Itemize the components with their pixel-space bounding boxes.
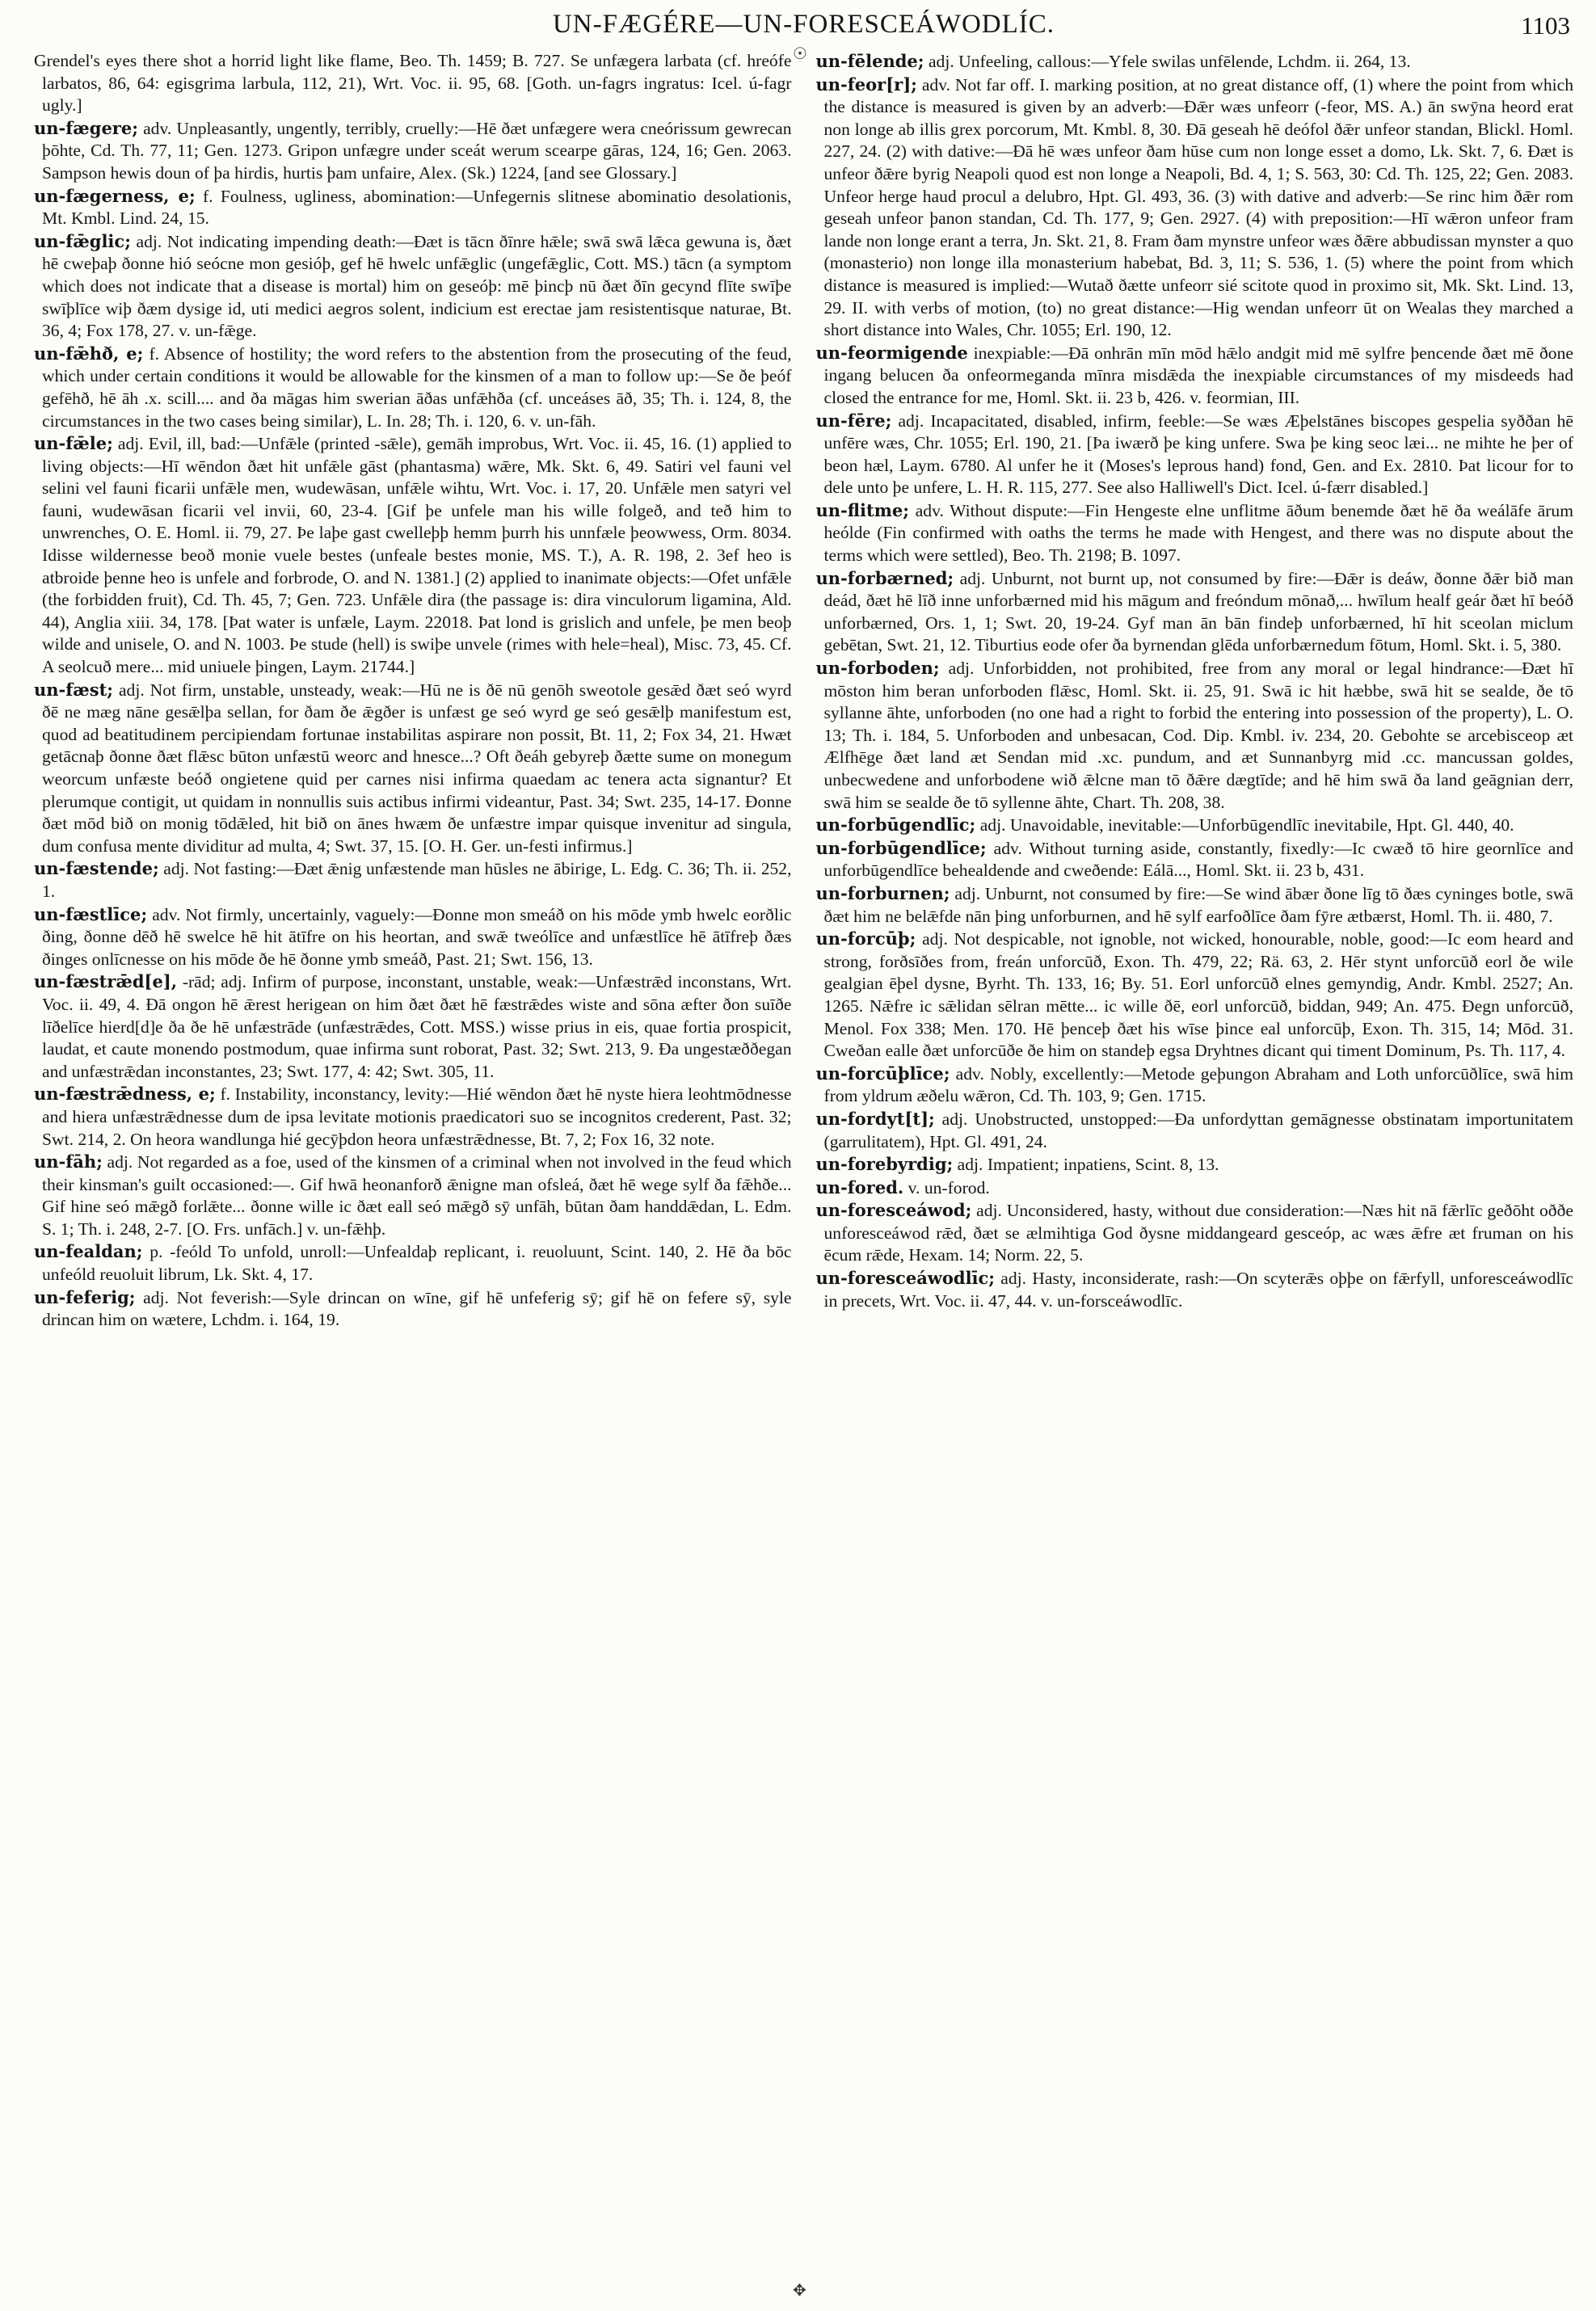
gutter-ornament-icon: ☉ (793, 44, 807, 63)
entry-definition: inexpiable:—Ðā onhrān mīn mōd hǣlo andgit mid mē sylfre þencende ðæt mē ðone ingang belucen ða onfeormeganda mīnra misdǣda the inexpiable circumstances of my misdeeds had closed the entrance for me, Homl. Skt. ii. 23 b, 426. v. feormian, III. (823, 343, 1573, 407)
entry-definition: Grendel's eyes there shot a horrid light like flame, Beo. Th. 1459; B. 727. Se unfægera larbata (cf. hreófe larbatos, 86, 64: egisgrima larbula, 112, 21), Wrt. Voc. ii. 95, 68. [Goth. un-fagrs ingratus: Icel. ú-fagr ugly.] (34, 51, 792, 116)
two-column-body (34, 50, 1573, 2280)
entry-headword: un-flitme; (815, 499, 910, 520)
entry-definition: adj. Hasty, inconsiderate, rash:—On scyterǣs oþþe on fǣrfyll, unforesceáwodlīc in precets, Wrt. Voc. ii. 47, 44. v. un-forsceáwodlīc. (823, 1269, 1573, 1311)
entry-headword: un-forburnen; (815, 882, 950, 903)
entry-definition: f. Foulness, ugliness, abomination:—Unfegernis slitnese abominatio desolationis, Mt. Kmbl. Lind. 24, 15. (42, 186, 792, 229)
dictionary-entry (34, 970, 792, 1083)
entry-definition: adj. Not fasting:—Ðæt ǣnig unfæstende man hūsles ne ābirige, L. Edg. C. 36; Th. ii. 252, 1. (42, 859, 792, 901)
entry-headword: un-fordyt[t]; (815, 1108, 935, 1129)
entry-headword: un-fæstlīce; (34, 903, 148, 924)
entry-headword: un-forebyrdig; (815, 1154, 954, 1175)
entry-headword: un-forboden; (815, 658, 940, 679)
entry-headword: un-fæst; (34, 679, 114, 700)
entry-headword: un-fǣle; (34, 433, 113, 454)
left-column (34, 50, 792, 2280)
entry-definition: adj. Unburnt, not burnt up, not consumed by fire:—Ðǣr is deáw, ðonne ðǣr bið man deád, ðæt hē līð inne unforbærned mid his māgum and freóndum mōnað,... hwīlum healf geár ðæt hī beóð unforbærned, Ors. 1, 1; Swt. 20, 19-24. Gyf man ān bān findeþ unforbærned, hī hit sceolan miclum gebētan, Swt. 21, 12. Tiburtius eode ofer ða byrnendan glēda unforbærnedum fōtum, Homl. Skt. i. 5, 380. (823, 568, 1573, 655)
entry-headword: un-feormigende (815, 342, 968, 363)
right-column (816, 50, 1574, 2280)
dictionary-entry (816, 74, 1574, 342)
dictionary-entry (34, 679, 792, 858)
dictionary-entry (34, 343, 792, 432)
dictionary-entry (34, 230, 792, 343)
entry-definition: adv. Not far off. I. marking position, at no great distance off, (1) where the point from which the distance is measured is given by an adverb:—Ðǣr wæs unfeorr (-feor, MS. A.) ān swȳna heord erat non longe ab illis grex porcorum, Mt. Kmbl. 8, 30. Ðā geseah hē deófol ðǣr unfeor standan, Blickl. Homl. 227, 24. (2) with dative:—Ðā hē wæs unfeor ðam hūse cum non longe esset a domo, Lk. Skt. 7, 6. Ðæt is unfeor ðǣre byrig Neapoli quod est non longe a Neapoli, Bd. 4, 1; S. 563, 30: Cd. Th. 125, 22; Gen. 2083. Unfeor herge haud procul a delubro, Hpt. Gl. 493, 36. (3) with dative and adverb:—Se rinc him ðǣr rom geseah unfeor þanon standan, Cd. Th. 177, 9; Gen. 2927. (4) with preposition:—Hī wǣron unfeor fram lande non longe erant a terra, Jn. Skt. 21, 8. Fram ðam mynstre unfeor wæs ðǣre abbudissan mynster a quo (monasterio) non longe illa monasterium habebat, Bd. 3, 11; S. 536, 1. (5) where the point from which distance is measured is implied:—Wutað ðætte unfeorr sié scitote quod in proximo sit, Mk. Skt. Lind. 13, 29. II. with verbs of motion, (to) no great distance:—Hig wendan unfeorr ūt on Wealas they marched a short distance into Wales, Chr. 1055; Erl. 190, 12. (823, 74, 1573, 340)
dictionary-entry (34, 185, 792, 230)
entry-definition: adj. Unavoidable, inevitable:—Unforbūgendlīc inevitabile, Hpt. Gl. 440, 40. (979, 815, 1514, 836)
dictionary-entry (816, 342, 1574, 410)
entry-headword: un-foresceáwodlīc; (815, 1268, 996, 1289)
dictionary-entry (816, 928, 1574, 1063)
entry-headword: un-fēre; (815, 410, 892, 431)
entry-definition: adj. Impatient; inpatiens, Scint. 8, 13. (957, 1155, 1219, 1175)
dictionary-entry (816, 50, 1574, 74)
entry-definition: adj. Evil, ill, bad:—Unfǣle (printed -sǣle), gemāh improbus, Wrt. Voc. ii. 45, 16. (1) applied to living objects:—Hī wēndon ðæt hit unfǣle gāst (phantasma) wǣre, Mk. Skt. 6, 49. Satiri vel fauni vel selini vel fauni ficarii unfǣle men, wudewāsan, unfǣle wihtu, Wrt. Voc. i. 17, 20. Unfǣle men satyri vel fauni, wudewāsan ficarii vel invii, 60, 23-4. [Gif þe unfele man his wille folgeð, and teð him to unwrenches, O. E. Homl. ii. 79, 27. Þe laþe gast cwelleþþ hemm þurrh his unnfæle þeowwess, Orm. 8034. Idisse wildernesse beoð monie vuele bestes (unfeale bestes monie, MS. T.), A. R. 198, 2. 3ef heo is atbroide þenne heo is unfele and forbrode, O. and N. 1381.] (2) applied to inanimate objects:—Ofet unfǣle (the forbidden fruit), Cd. Th. 45, 7; Gen. 723. Unfǣle dira (the passage is: dira vinculorum ligamina, Ald. 44), Anglia xiii. 34, 178. [Þat water is unfæle, Laym. 22018. Þat lond is grislich and unfele, þe men beoþ wilde and unisele, O. and N. 1003. Þe stude (hell) is swiþe unvele (rimes with hele=heal), Misc. 73, 45. Cf. A seolcuð mere... mid uniuele þingen, Laym. 21744.] (42, 434, 792, 677)
dictionary-entry (34, 903, 792, 971)
entry-headword: un-forcūþ; (815, 928, 916, 949)
footer-ornament-icon: ✥ (793, 2280, 806, 2300)
entry-definition: adv. Unpleasantly, ungently, terribly, cruelly:—Hē ðæt unfægere wera cneórissum gewrecan þōhte, Cd. Th. 77, 11; Gen. 1273. Gripon unfægre under sceát werum scearpe gāras, 124, 16; Gen. 2063. Sampson hewis doun of þa hirdis, hurtis þam unfaire, Alex. (Sk.) 1224, [and see Glossary.] (42, 118, 792, 183)
dictionary-entry (816, 1063, 1574, 1108)
entry-definition: adj. Unobstructed, unstopped:—Ða unfordyttan gemāgnesse obstinatam importunitatem (garrulitatem), Hpt. Gl. 491, 24. (823, 1109, 1573, 1151)
dictionary-entry (34, 1240, 792, 1286)
page-header (34, 8, 1573, 45)
dictionary-entry (816, 657, 1574, 814)
dictionary-entry (816, 837, 1574, 882)
entry-definition: adj. Unfeeling, callous:—Yfele swilas unfēlende, Lchdm. ii. 264, 13. (928, 52, 1411, 71)
dictionary-entry (34, 1083, 792, 1151)
entry-headword: un-fāh; (34, 1151, 103, 1172)
entry-headword: un-forbūgendlīc; (815, 815, 976, 836)
dictionary-entry (816, 499, 1574, 567)
dictionary-entry (816, 882, 1574, 928)
entry-definition: adj. Not despicable, not ignoble, not wicked, honourable, noble, good:—Ic eom heard and strong, forðsīðes from, freán unforcūð, Exon. Th. 479, 22; Rä. 63, 2. Hēr stynt unforcūð eorl ðe wile gealgian ēþel dysne, Byrht. Th. 133, 16; By. 51. Eorl unforcūð elnes gemyndig, Andr. Kmbl. 2527; An. 1265. Nǣfre ic sǣlidan sēlran mētte... ic wille ðē, eorl unforcūð, biddan, 949; An. 475. Ðegn unforcūð, Menol. Fox 338; Men. 170. Hē þenceþ ðæt his wīse þince eal unforcūþ, Exon. Th. 315, 14; Mōd. 31. Cweðan ealle ðæt unforcūðe ðe him on standeþ egsa Dryhtnes dicant qui timent Dominum, Ps. Th. 117, 4. (823, 929, 1573, 1061)
dictionary-entry (34, 432, 792, 679)
running-title: UN-FÆGÉRE—UN-FORESCEÁWODLÍC. (552, 10, 1055, 39)
entry-definition: adj. Not regarded as a foe, used of the kinsmen of a criminal when not involved in the feud which their kinsman's guilt occasioned:—. Gif hwā heonanforð ǣnigne man ofsleá, ðæt hē wege sylf ða fǣhðe... Gif hine seó mǣgð forlǣte... ðonne wille ic ðæt eall seó mǣgð sȳ unfāh, būtan ðam handdǣdan, L. Edm. S. 1; Th. i. 248, 2-7. [O. Frs. unfāch.] v. un-fǣhþ. (42, 1152, 792, 1239)
dictionary-entry (34, 50, 792, 117)
entry-headword: un-fæstrǣd[e], (34, 971, 178, 992)
page-number: 1103 (1521, 11, 1570, 40)
entry-headword: un-fæstrǣdness, e; (34, 1084, 216, 1105)
entry-definition: adv. Nobly, excellently:—Metode geþungon Abraham and Loth unforcūðlīce, swā him from yldrum æðelu wǣron, Cd. Th. 103, 9; Gen. 1715. (823, 1063, 1573, 1106)
dictionary-entry (816, 1177, 1574, 1200)
entry-definition: -rād; adj. Infirm of purpose, inconstant, unstable, weak:—Unfæstrǣd inconstans, Wrt. Voc. ii. 49, 4. Ðā ongon hē ǣrest herigean on him ðæt ðæt hē fæstrǣdes wiste and sōna æfter ðon suīðe līðelīce hierd[d]e ða ðe hē unfæstrāde (unfæstrǣdes, Cott. MSS.) wisse prius in eis, quae fortia prospicit, laudat, et caute monendo postmodum, quae infirma sunt roborat, Past. 32; Swt. 213, 9. Ða ungestæððegan and unfæstrǣdan inconstantes, 23; Swt. 177, 4: 42; Swt. 305, 11. (42, 972, 792, 1081)
entry-headword: un-feor[r]; (815, 74, 917, 95)
dictionary-entry (816, 1153, 1574, 1177)
dictionary-entry (816, 1199, 1574, 1267)
dictionary-entry (34, 117, 792, 185)
entry-definition: adj. Unforbidden, not prohibited, free from any moral or legal hindrance:—Ðæt hī mōston him beran unforboden flǣsc, Homl. Skt. ii. 25, 91. Swā ic hit hæbbe, swā hit se sealde, ðe tō syllanne āhte, unforboden (no one had a right to forbid the entering into possession of the property), L. O. 13; Th. i. 184, 5. Unforboden and unbesacan, Cod. Dip. Kmbl. iv. 234, 20. Gebohte se arcebisceop æt Ælfhēge ðæt land æt Sendan mid .xc. pundum, and æt Sunnanbyrg mid .cc. mancussan goldes, unbecwedene and unforbodene wið ǣlcne man tō ðǣre dægtīde; and hē him swā ða land geāgnian derr, swā him se sealde ðe tō syllenne āhte, Chart. Th. 208, 38. (823, 659, 1573, 812)
dictionary-entry (34, 1286, 792, 1332)
entry-headword: un-fored. (815, 1177, 904, 1198)
entry-headword: un-feferig; (34, 1286, 136, 1307)
entry-definition: adj. Unburnt, not consumed by fire:—Se wind ābær ðone līg tō ðæs cyninges botle, swā ðæt him ne belǣfde nān þing unforburnen, and hē sylf earfoðlīce ðam fȳre ætbærst, Homl. Th. ii. 480, 7. (823, 883, 1573, 926)
dictionary-entry (816, 814, 1574, 837)
dictionary-entry (34, 1151, 792, 1240)
dictionary-entry (816, 567, 1574, 657)
entry-definition: v. un-forod. (907, 1177, 990, 1198)
entry-definition: adj. Not firm, unstable, unsteady, weak:—Hū ne is ðē nū genōh sweotole gesǣd ðæt seó wyrd ðē ne mæg nāne gesǣlþa sellan, for ðam ðe ǣgðer is unfæst ge seó wyrd ge seó gesǣlþ manifestum est, quod ad beatitudinem percipiendam fortunae instabilitas aspirare non possit, Bt. 11, 2; Fox 34, 21. Hwæt getācnaþ ðonne ðæt flǣsc būton unfæstū weorc and hnesce...? Oft ðeáh gebyreþ ðætte sume on monegum weorcum unfæste beóð ongietene quid per carnes nisi infirma quaedam ac tenera acta signantur? Et plerumque contigit, ut quidam in nonnullis suis actibus infirmi videantur, Past. 34; Swt. 235, 14-17. Ðonne ðæt mōd bið on monig tōdǣled, hit bið on ānes hwæm ðe unfæstre impar quisque invenitur ad singula, dum confusa mente dividitur ad multa, 4; Swt. 37, 15. [O. H. Ger. un-festi infirmus.] (42, 680, 792, 856)
dictionary-entry (816, 1267, 1574, 1312)
entry-headword: un-forcūþlīce; (815, 1063, 950, 1084)
entry-definition: adv. Not firmly, uncertainly, vaguely:—Ðonne mon smeáð on his mōde ymb hwelc eorðlic ðing, ðonne dēð hē swelce hē hit ātīfre on his heortan, and swǣ tweólīce and unfæstlīce hē ātīfreþ ðæs ðinges onlīcnesse on his mōde ðe hē ðonne ymb smeáð, Past. 21; Swt. 156, 13. (42, 904, 792, 969)
entry-definition: adv. Without dispute:—Fin Hengeste elne unflitme āðum benemde ðæt hē ða weálāfe ārum heólde (Fin confirmed with oaths the terms he made with Hengest, and there was no dispute about the terms which were settled), Beo. Th. 2198; B. 1097. (823, 500, 1573, 566)
entry-headword: un-fæstende; (34, 858, 159, 879)
entry-headword: un-fægere; (34, 117, 138, 138)
entry-definition: adj. Unconsidered, hasty, without due consideration:—Næs hit nā fǣrlīc geðōht oððe unforesceáwod rǣd, ðæt se ælmihtiga God ðysne middangeard gesceóp, ac wæs ǣfre æt fruman on his ēcum rǣde, Hexam. 14; Norm. 22, 5. (823, 1201, 1573, 1265)
entry-definition: f. Absence of hostility; the word refers to the abstention from the prosecuting of the feud, which under certain conditions it would be allowable for the kinsmen of a man to follow up:—Se ðe þeóf gefēhð, hē āh .x. scill.... and ða māgas him swerian āðas unfǣhða (cf. unceáses āð, 35; Th. i. 124, 8, the circumstances in the two cases being similar), L. In. 28; Th. i. 120, 6. v. un-fāh. (42, 343, 792, 431)
dictionary-entry (816, 1108, 1574, 1153)
entry-headword: un-fægerness, e; (34, 185, 196, 206)
entry-headword: un-fealdan; (34, 1241, 143, 1262)
entry-definition: adj. Not feverish:—Syle drincan on wīne, gif hē unfeferig sȳ; gif hē on fefere sȳ, syle drincan him on wætere, Lchdm. i. 164, 19. (42, 1287, 792, 1330)
entry-definition: adv. Without turning aside, constantly, fixedly:—Ic cwæð tō hire geornlīce and unforbūgendlīce behealdende and cweðende: Eálā..., Homl. Skt. ii. 23 b, 431. (823, 838, 1573, 881)
entry-headword: un-foresceáwod; (815, 1200, 972, 1221)
entry-definition: f. Instability, inconstancy, levity:—Hié wēndon ðæt hē nyste hiera leohtmōdnesse and hiera unfæstrǣdnesse dum de ipsa levitate motionis praedicatori suo se incognitos crederent, Past. 32; Swt. 214, 2. On heora wandlunga hié gecȳþdon heora unfæstrǣdnesse, Bt. 7, 2; Fox 16, 32 note. (42, 1084, 792, 1149)
dictionary-entry (34, 857, 792, 903)
entry-headword: un-fǣglic; (34, 230, 131, 251)
entry-headword: un-forbūgendlīce; (815, 837, 987, 858)
entry-definition: adj. Incapacitated, disabled, infirm, feeble:—Se wæs Æþelstānes biscopes gespelia syððan hē unfēre wæs, Chr. 1055; Erl. 190, 21. [Þa iwærð þe king unfere. Swa þe king seoc læi... ne mihte he þer of beon hæl, Laym. 6780. Al unfer he it (Moses's leprous hand) fond, Gen. and Ex. 2810. Þat licour for to dele unto þe unfere, L. H. R. 115, 277. See also Halliwell's Dict. Icel. ú-færr disabled.] (823, 410, 1573, 498)
entry-definition: adj. Not indicating impending death:—Ðæt is tācn ðīnre hǣle; swā swā lǣca gewuna is, ðæt hē cweþaþ ðonne hió seócne mon gesióþ, gef hē hwelc unfǣglic (ungefǣglic, Cott. MS.) tācn (a symptom which does not indicate that a disease is mortal) him on geseóþ: mē þincþ nū ðæt ðīn gecynd flīte swīþe swīþlīce wiþ ðæm dysige id, uti medici aegros solent, indicium est erectae jam resistentisque naturae, Bt. 36, 4; Fox 178, 27. v. un-fǣge. (42, 231, 792, 341)
entry-definition: p. -feóld To unfold, unroll:—Unfealdaþ replicant, i. reuoluunt, Scint. 140, 2. Hē ða bōc unfeóld reuoluit librum, Lk. Skt. 4, 17. (42, 1242, 792, 1285)
entry-headword: un-fēlende; (815, 51, 924, 71)
dictionary-entry (816, 410, 1574, 499)
entry-headword: un-forbærned; (815, 567, 954, 588)
entry-headword: un-fǣhð, e; (34, 343, 144, 364)
